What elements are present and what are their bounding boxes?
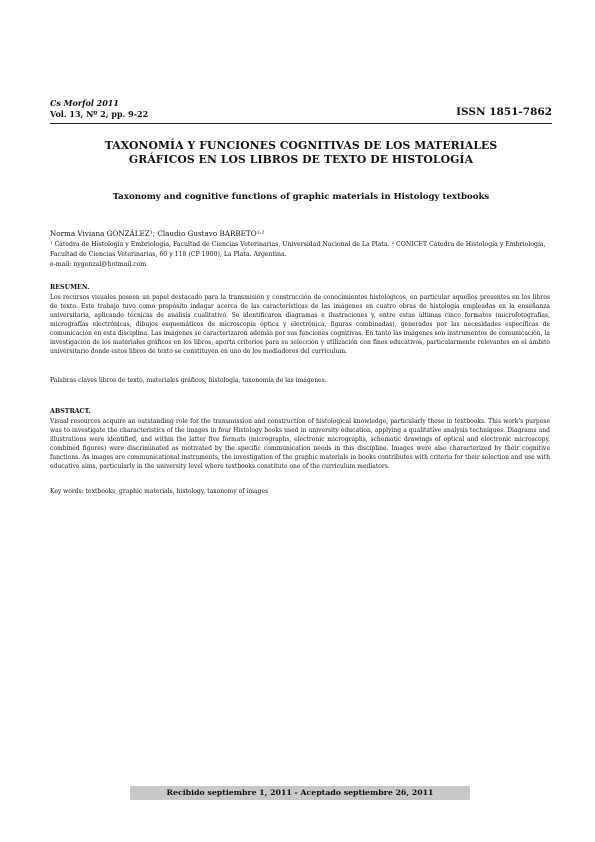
title-english: Taxonomy and cognitive functions of graphic materials in Histology textbooks	[112, 192, 490, 202]
abstract-text: Visual resources acquire an outstanding role for the transmission and construction of histological knowledge, particularly those in textbooks. This work's purpose was to investigate the characteristics of the images in four Histology books used in university education, applying a qualitative analysis techniques. Diagrams and illustrations were identified, and within the latter five formats (micrographs, electronic micrographs, schematic drawings of optical and electronic microscopy, combined figures) were discriminated as motivated by the specific communication needs in this discipline. Images were also characterized by their cognitive functions. As images are communicational instruments, the investigation of the graphic materials in books contributes with criteria for their selection and use with educative aims, particularly in the university level where textbooks constitute one of the curriculum mediators.	[50, 418, 550, 470]
affiliations: ¹ Cátedra de Histología y Embriología, Facultad de Ciencias Veterinarias, Universidad Nacional de La Plata. ² CONICET Cátedra de Histología y Embriología, Facultad de Ciencias Veterinarias, 60 y 118 (CP 1900), La Plata. Argentina.	[50, 241, 546, 259]
resumen-heading: RESUMEN.	[50, 284, 90, 291]
abstract-heading: ABSTRACT.	[50, 408, 91, 415]
journal-header	[50, 98, 552, 122]
issn: ISSN 1851-7862	[456, 106, 552, 118]
abstract-keywords: Key words: textbooks, graphic materials, histology, taxonomy of images	[50, 488, 269, 495]
received-date-bar: Recibido septiembre 1, 2011 - Aceptado septiembre 26, 2011	[130, 786, 470, 800]
resumen-text: Los recursos visuales poseen un papel destacado para la transmisión y construcción de conocimientos histológicos, en particular aquellos presentes en los libros de texto. Este trabajo tuvo como propósito indagar acerca de las características de las imágenes en cuatro obras de histología empleadas en la enseñanza universitaria, aplicando técnicas de análisis cualitativo. Se identificaron diagramas e ilustraciones y, entre estas últimas cinco formatos (microfotografías, micrografías electrónicas, dibujos esquemáticos de microscopía óptica y electrónica, figuras combinadas), generados por las necesidades específicas de comunicación en esta disciplina. Las imágenes se caracterizaron además por sus funciones cognitivas. En tanto las imágenes son instrumentos de comunicación, la investigación de los materiales gráficos en los libros, aporta criterios para su selección y utilización con fines educativos, particularmente relevantes en el ámbito universitario donde estos libros de texto se constituyen en uno de los mediadores del currículum.	[50, 294, 550, 355]
resumen-keywords: Palabras claves libros de texto, materiales gráficos, histología, taxonomía de las imágenes.	[50, 377, 327, 384]
email: e-mail: nygonzal@hotmail.com	[50, 261, 147, 268]
journal-volume: Vol. 13, Nº 2, pp. 9-22	[50, 109, 149, 119]
title-spanish: TAXONOMÍA Y FUNCIONES COGNITIVAS DE LOS MATERIALES GRÁFICOS EN LOS LIBROS DE TEXTO DE HISTOLOGÍA	[104, 139, 498, 166]
journal-name: Cs Morfol 2011	[50, 98, 119, 108]
header-rule	[50, 123, 552, 124]
authors: Norma Viviana GONZÁLEZ¹; Claudio Gustavo BARBETO¹˒²	[50, 229, 265, 238]
